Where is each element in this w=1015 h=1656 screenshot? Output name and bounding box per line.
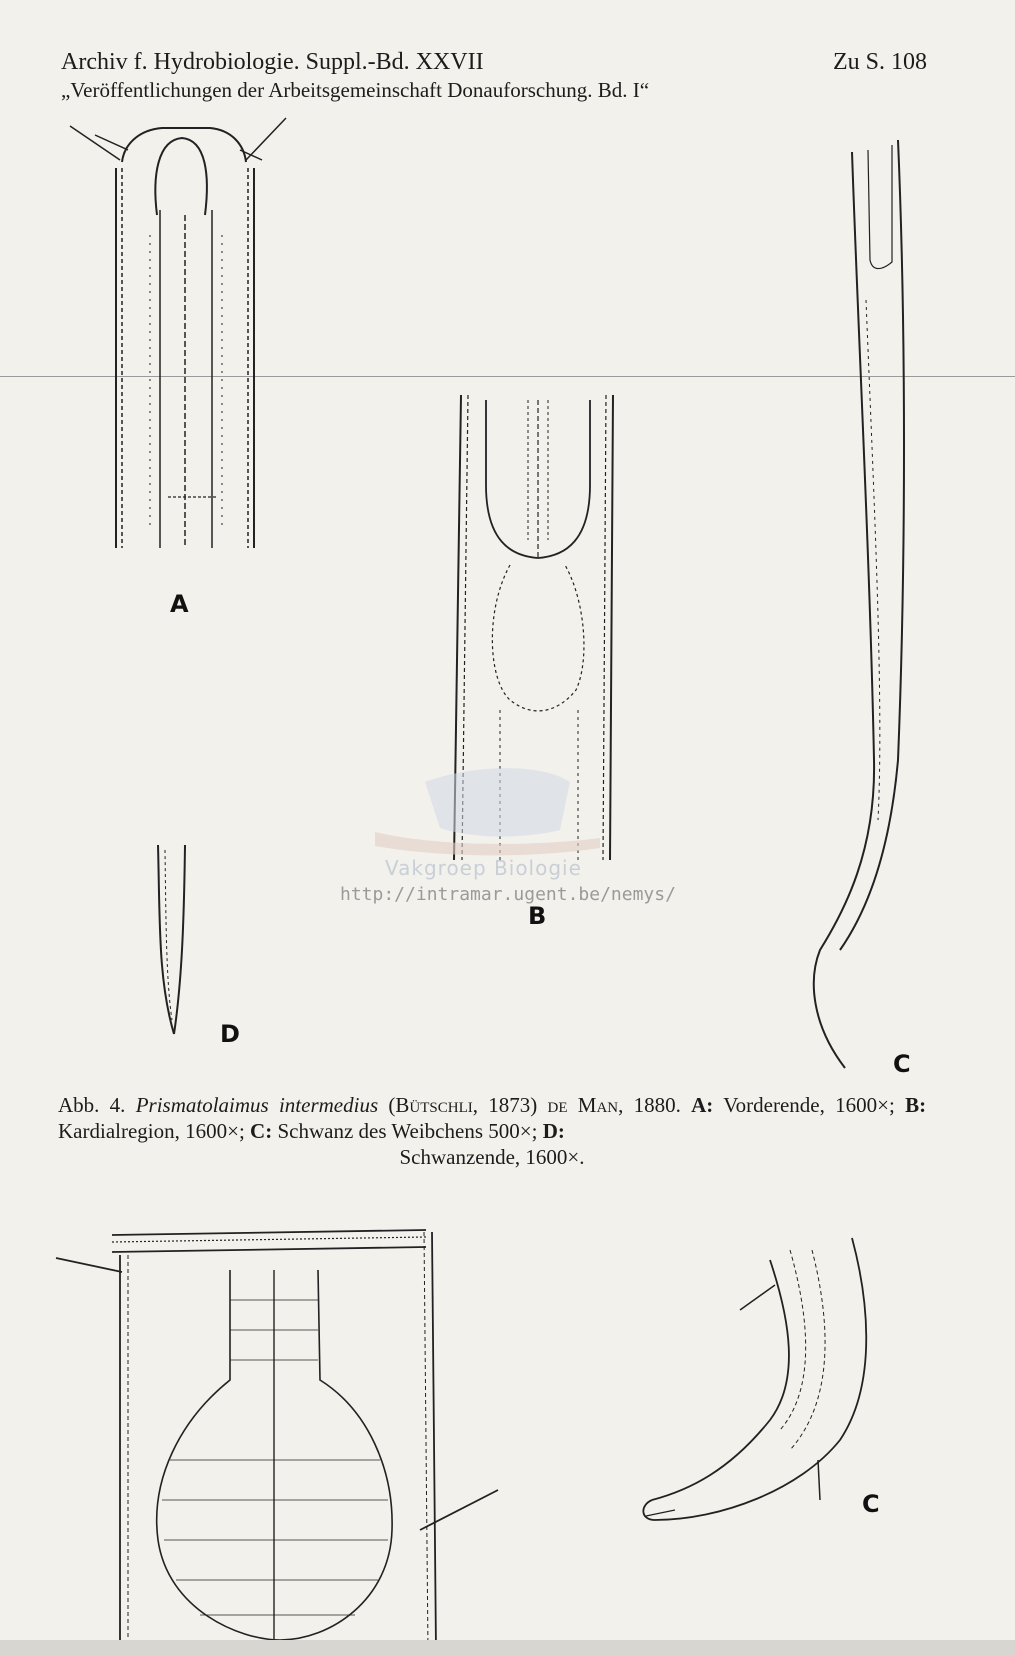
caption-part-c: Schwanz des Weibchens 500×; bbox=[277, 1119, 538, 1143]
caption-part-a: Vorderende, 1600×; bbox=[723, 1093, 895, 1117]
watermark-url: http://intramar.ugent.be/nemys/ bbox=[340, 884, 676, 905]
caption-figure-number: Abb. 4. bbox=[58, 1093, 126, 1117]
caption-author-year: , 1873) bbox=[472, 1093, 538, 1117]
caption-part-d: Schwanzende, 1600×. bbox=[399, 1145, 585, 1169]
panel-label-b: B bbox=[528, 902, 547, 930]
panel-label-c: C bbox=[893, 1050, 911, 1078]
panel-label-d: D bbox=[220, 1020, 240, 1048]
figure-caption bbox=[58, 1092, 926, 1170]
caption-de-man: de Man bbox=[547, 1093, 619, 1117]
drawing-d-tail-tip bbox=[158, 845, 185, 1034]
page-reference: Zu S. 108 bbox=[832, 49, 927, 75]
series-title: „Veröffentlichungen der Arbeitsgemeinschaft Donauforschung. Bd. I“ bbox=[61, 78, 650, 102]
caption-label-c: C: bbox=[250, 1119, 273, 1143]
caption-author: ütschli bbox=[409, 1093, 473, 1117]
panel-label-a: A bbox=[170, 590, 189, 618]
watermark-logo bbox=[375, 768, 600, 855]
journal-title: Archiv f. Hydrobiologie. Suppl.-Bd. XXVII bbox=[61, 49, 484, 75]
caption-label-a: A: bbox=[691, 1093, 714, 1117]
drawing-lower-pharyngeal-bulb bbox=[56, 1230, 498, 1650]
drawing-c-female-tail bbox=[814, 140, 904, 1068]
caption-author-open: (B bbox=[388, 1093, 410, 1117]
caption-label-b: B: bbox=[905, 1093, 927, 1117]
panel-label-lower-c: C bbox=[862, 1490, 880, 1518]
scan-bottom-edge bbox=[0, 1640, 1015, 1656]
watermark-department: Vakgroep Biologie bbox=[385, 856, 582, 880]
drawing-a-anterior-end bbox=[70, 118, 286, 548]
drawing-lower-tail bbox=[643, 1238, 866, 1520]
caption-species: Prismatolaimus intermedius bbox=[135, 1093, 379, 1117]
caption-year: , 1880. bbox=[618, 1093, 681, 1117]
caption-part-b: Kardialregion, 1600×; bbox=[58, 1119, 245, 1143]
caption-label-d: D: bbox=[542, 1119, 565, 1143]
